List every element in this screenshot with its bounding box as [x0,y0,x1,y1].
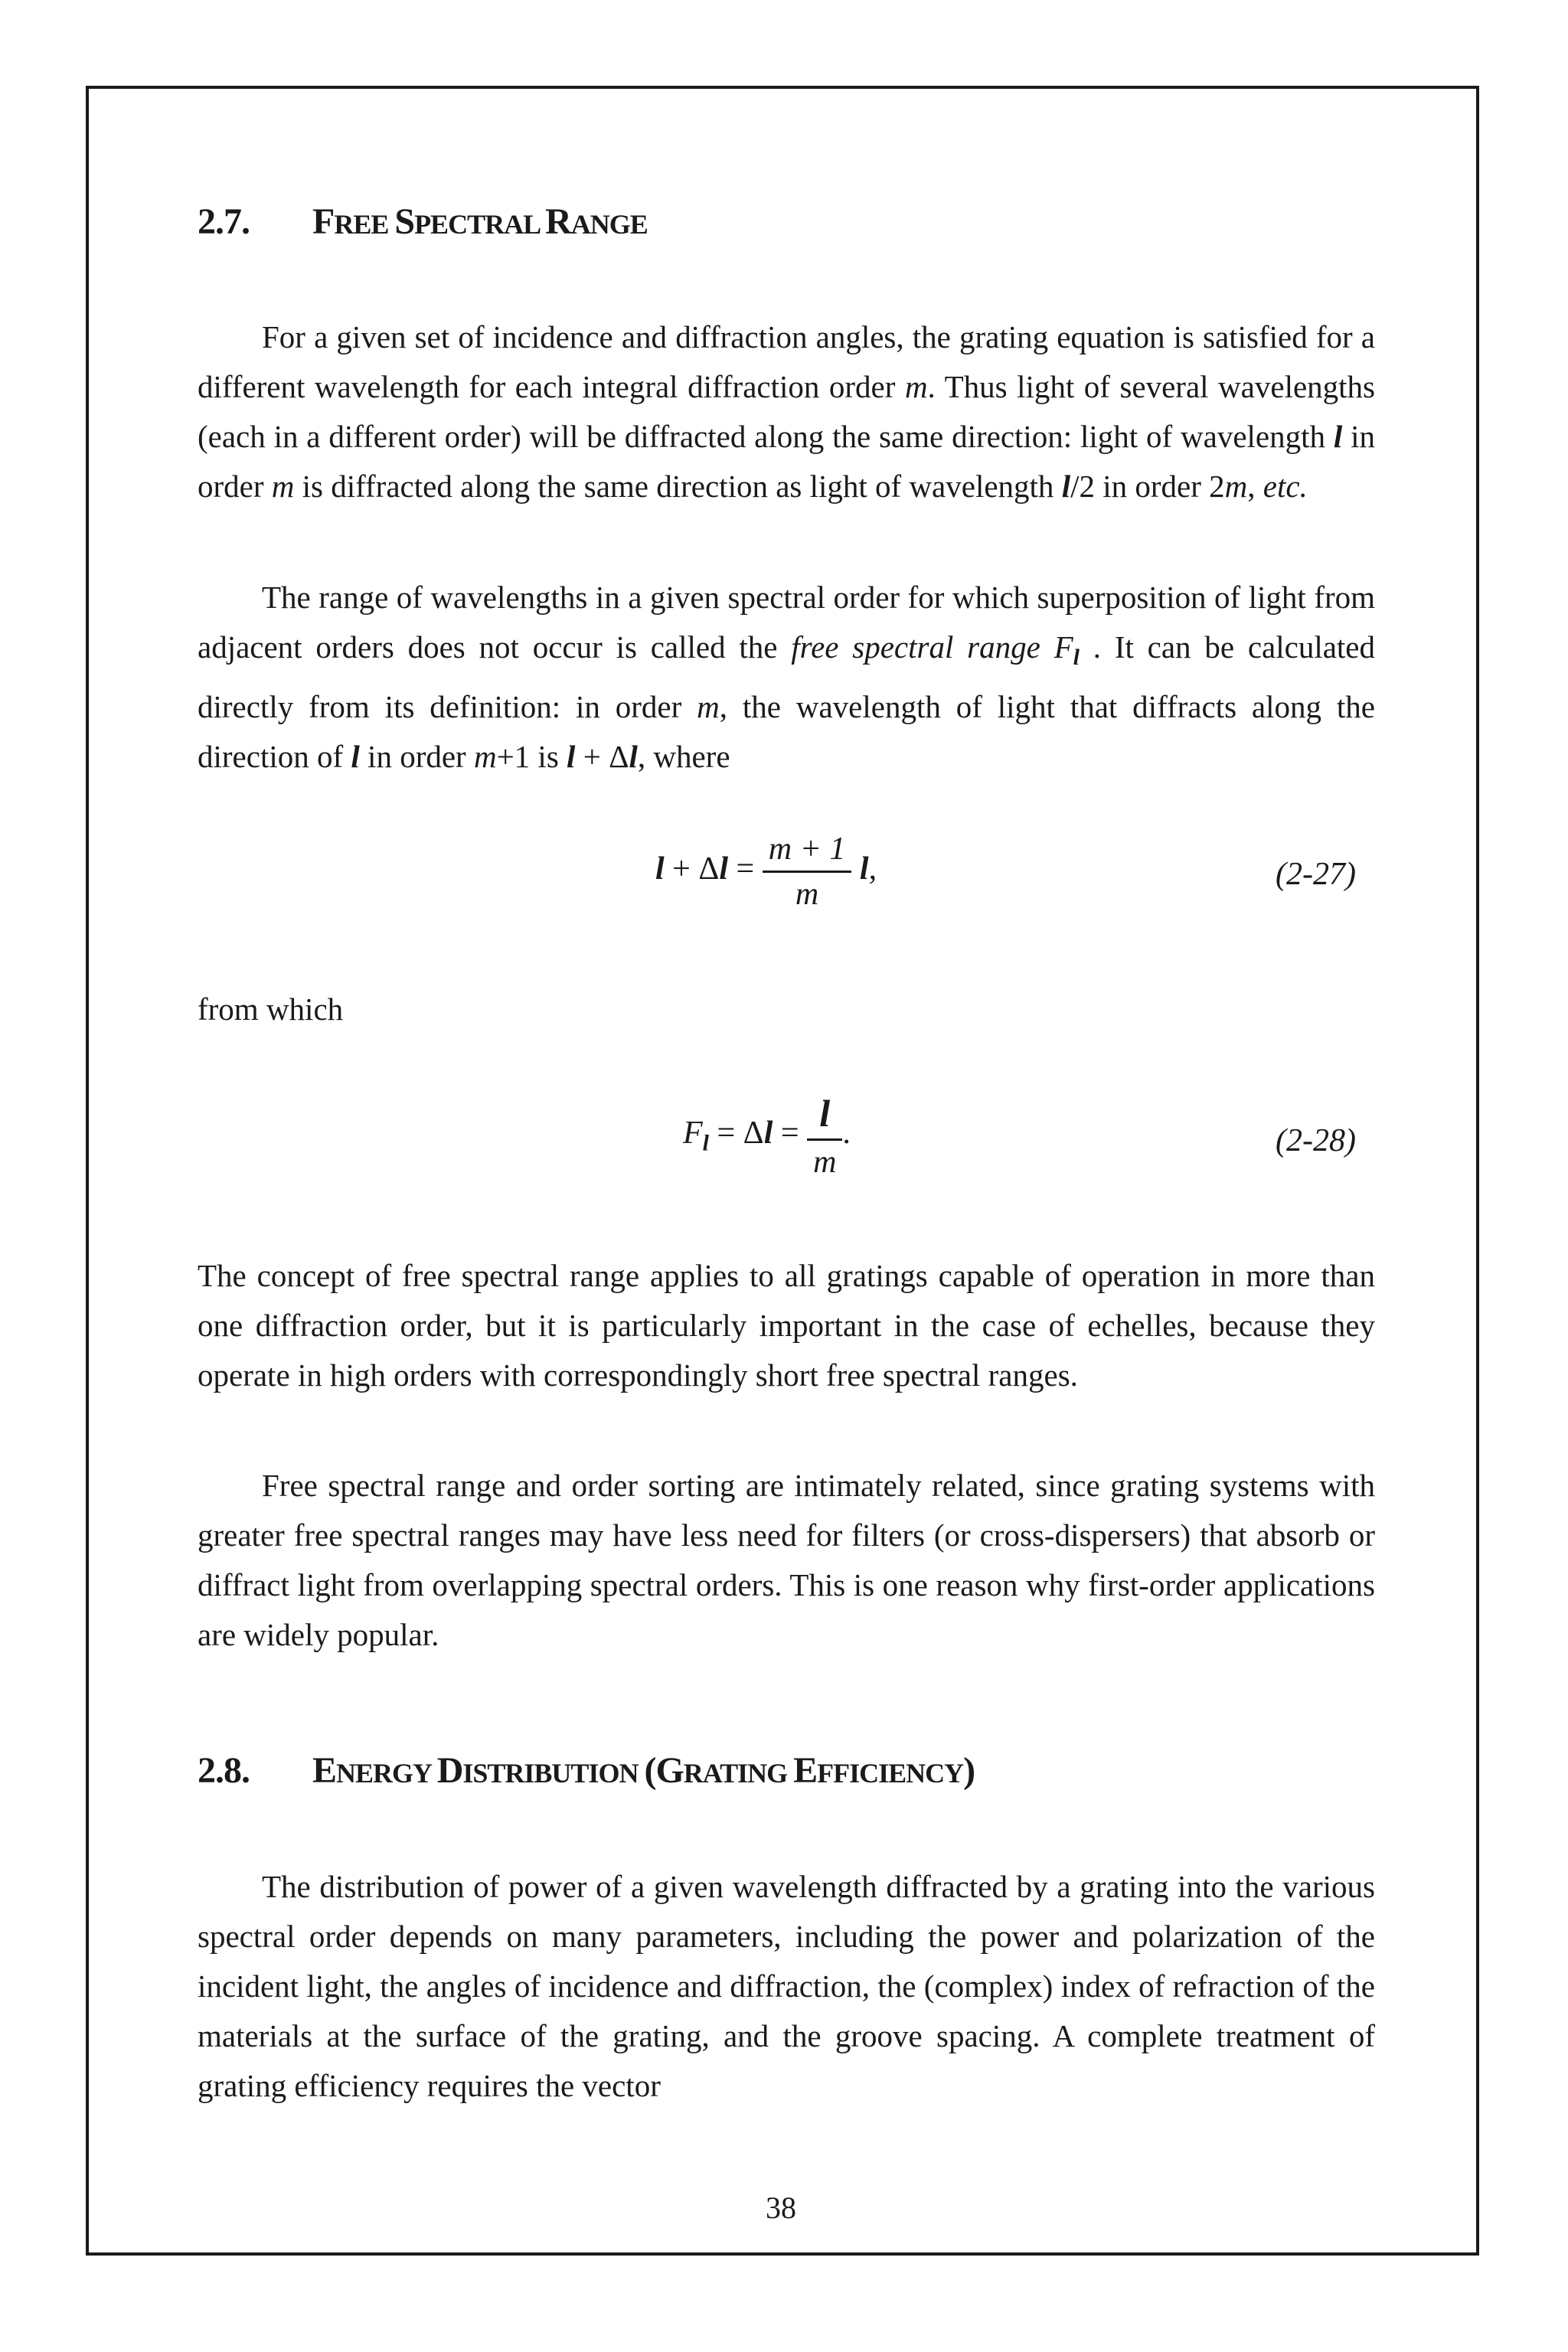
equation-2-27: l + Δl = $\frac{m + 1}{m}$ l, [655,831,877,912]
section-title: FREE SPECTRAL RANGE [312,201,648,242]
section-heading-2-8 [198,1749,975,1792]
from-which-text: from which [198,991,344,1027]
paragraph-4: Free spectral range and order sorting are intimately related, since grating systems with greater free spectral ranges may have less need for filters (or cross-dispersers) that absorb or diffract light from overlapping spectral orders. This is one reason why first-order applications are widely popular. [198,1468,1375,1652]
section-number: 2.7. [198,201,250,242]
fraction: $\frac{m + 1}{m}$ [763,831,852,913]
fraction: $\frac{l}{m}$ [807,1091,842,1181]
paragraph-3: The concept of free spectral range applies to all gratings capable of operation in more than one diffraction order, but it is particularly important in the case of echelles, because they operate in high orders with correspondingly short free spectral ranges. [198,1258,1375,1393]
equation-2-28: $F_l = \Delta l$ = $\frac{l}{m}$ . [683,1092,851,1180]
section-title: ENERGY DISTRIBUTION (GRATING EFFICIENCY) [312,1750,975,1791]
paragraph-5: The distribution of power of a given wavelength diffracted by a grating into the various spectral order depends on many parameters, including the power and polarization of the incident light, the angles of incidence and diffraction, the (complex) index of refraction of the materials at the surface of the grating, and the groove spacing. A complete treatment of grating efficiency requires the vector [198,1869,1375,2103]
section-heading-2-7 [198,201,648,243]
section-number: 2.8. [198,1750,250,1791]
page-number: 38 [766,2190,796,2225]
equation-label-2-28: (2-28) [1276,1123,1356,1158]
paragraph-1: For a given set of incidence and diffraction angles, the grating equation is satisfied for a different wavelength for each integral diffraction order m. Thus light of several wavelengths (each in a different order) will be diffracted along the same direction: light of wavelength l in order m is diffracted along the same direction as light of wavelength l/2 in order 2m, etc. [198,319,1376,504]
paragraph-2: The range of wavelengths in a given spectral order for which superposition of light from adjacent orders does not occur is called the free spectral range $F_l$ . It can be calculated directly from its definition: in order m, the wavelength of light that diffracts along the direction of l in order m+1 is l + Δl, where [198,580,1375,775]
equation-label-2-27: (2-27) [1276,857,1356,892]
